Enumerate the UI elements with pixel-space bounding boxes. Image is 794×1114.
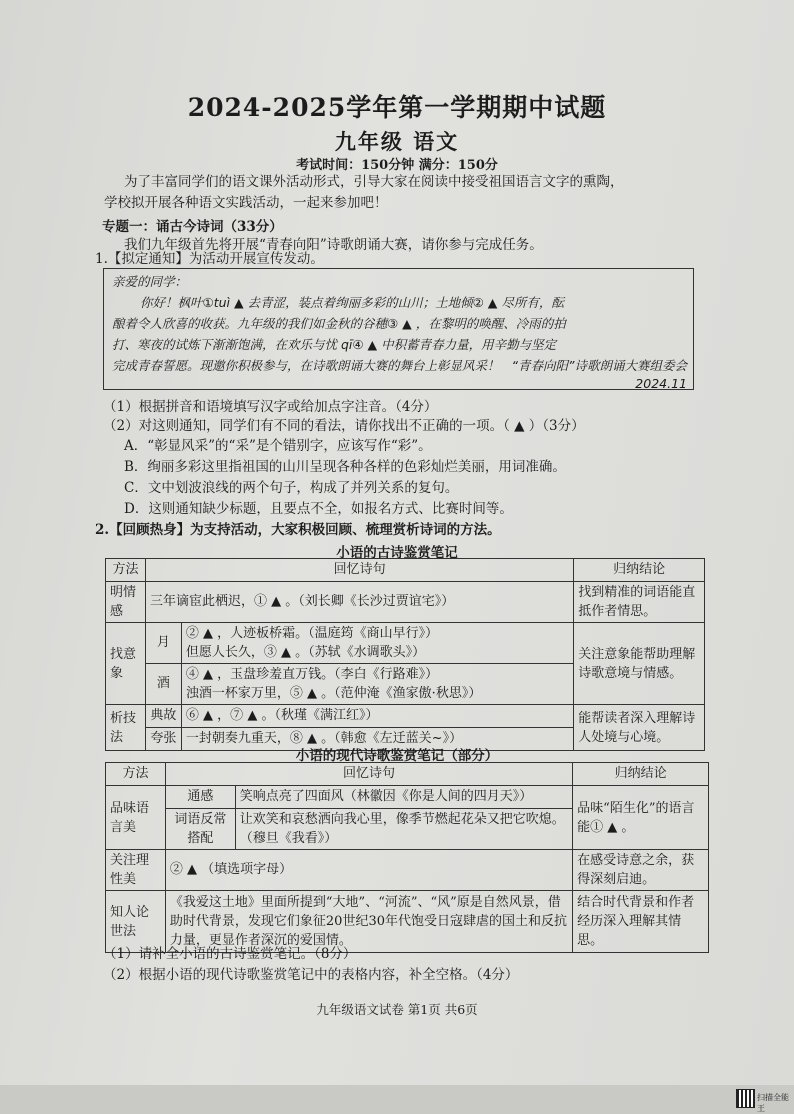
q1-sub1: （1）根据拼音和语境填写汉字或给加点字注音。（4分）	[103, 399, 438, 415]
table2-poem-2: 让欢笑和哀愁洒向我心里，像季节燃起花朵又把它吹熄。（穆旦《我看》）	[235, 809, 572, 850]
q2-title: 2.【回顾热身】为支持活动，大家积极回顾、梳理赏析诗词的方法。	[95, 522, 501, 538]
notice-line-4: 完成青春誓愿。现邀你积极参与，在诗歌朗诵大赛的舞台上彰显风采！	[112, 358, 500, 373]
table2-method-reason: 关注理性美	[106, 850, 166, 891]
exam-info: 考试时间：150分钟 满分：150分	[296, 158, 498, 173]
notice-signature: “青春向阳”诗歌朗诵大赛组委会	[511, 358, 687, 373]
q2-sub1: （1）请补全小语的古诗鉴赏笔记。（8分）	[103, 946, 357, 962]
table1-poem-7: 一封朝奏九重天，⑧ ▲ 。（韩愈《左迁蓝关~》）	[181, 728, 573, 751]
table2-header-conclusion: 归纳结论	[573, 763, 709, 786]
q1-option-a: A．“彰显风采”的“采”是个错别字，应该写作“彩”。	[124, 438, 432, 454]
table1-sub-moon: 月	[145, 623, 181, 664]
intro-line-2: 学校拟开展各种语文实践活动，一起来参加吧！	[104, 195, 388, 211]
table1-conclusion-2: 关注意象能帮助理解诗歌意境与情感。	[574, 623, 705, 705]
table2-poem-1: 笑响点亮了四面风（林徽因《你是人间的四月天》）	[235, 786, 572, 809]
table2-conclusion-2: 在感受诗意之余，获得深刻启迪。	[573, 850, 709, 891]
scanner-watermark: 扫描全能王	[757, 1093, 789, 1113]
modern-poem-table	[105, 762, 709, 953]
section-title: 专题一：诵古今诗词（33分）	[102, 219, 283, 235]
table1-poem-2: ② ▲ ，人迹板桥霜。（温庭筠《商山早行》）	[185, 626, 439, 641]
table1-caption: 小语的古诗鉴赏笔记	[336, 545, 458, 561]
ancient-poem-table	[105, 558, 705, 751]
q1-option-c: C．文中划波浪线的两个句子，构成了并列关系的复句。	[124, 480, 459, 496]
q1-title: 1.【拟定通知】为活动开展宣传发动。	[95, 251, 324, 267]
table1-poem-6: ⑥ ▲ ，⑦ ▲ 。（秋瑾《满江红》）	[181, 705, 573, 728]
page-footer: 九年级语文试卷 第1页 共6页	[316, 1002, 478, 1017]
notice-box	[103, 268, 694, 390]
table1-method-technique: 析技法	[106, 705, 146, 751]
notice-line-3: 打、寒夜的试炼下渐渐饱满，在欢乐与忧 qī④ ▲ 中积蓄青春力量，用辛勤与坚定	[112, 337, 557, 352]
table1-header-poem: 回忆诗句	[145, 559, 573, 582]
table2-caption: 小语的现代诗歌鉴赏笔记（部分）	[295, 748, 499, 764]
section-intro: 我们九年级首先将开展“青春向阳”诗歌朗诵大赛，请你参与完成任务。	[124, 237, 543, 253]
table2-conclusion-3: 结合时代背景和作者经历深入理解其情思。	[573, 891, 709, 953]
q1-option-b: B．绚丽多彩这里指祖国的山川呈现各种各样的色彩灿烂美丽，用词准确。	[124, 459, 566, 475]
table1-header-method: 方法	[106, 559, 146, 582]
table1-sub-wine: 酒	[145, 664, 181, 705]
table2-header-poem: 回忆诗句	[165, 763, 572, 786]
table1-sub-allusion: 典故	[145, 705, 181, 728]
q1-option-d: D．这则通知缺少标题，且要点不全，如报名方式、比赛时间等。	[124, 501, 513, 517]
table1-poem-4: ④ ▲ ，玉盘珍羞直万钱。（李白《行路难》）	[185, 667, 439, 682]
table2-method-context: 知人论世法	[106, 891, 166, 953]
notice-line-2: 酿着令人欣喜的收获。九年级的我们如金秋的谷穗③ ▲ ，在黎明的唤醒、冷雨的拍	[112, 316, 566, 331]
table1-poem-3: 但愿人长久，③ ▲ 。（苏轼《水调歌头》）	[185, 645, 426, 660]
notice-date: 2024.11	[635, 376, 687, 391]
table2-header-method: 方法	[106, 763, 166, 786]
qr-code-icon	[736, 1089, 755, 1108]
table1-conclusion-3: 能帮读者深入理解诗人处境与心境。	[574, 705, 705, 751]
table1-header-conclusion: 归纳结论	[574, 559, 705, 582]
intro-line-1: 为了丰富同学们的语文课外活动形式，引导大家在阅读中接受祖国语言文字的熏陶，	[124, 174, 624, 190]
table1-sub-exaggeration: 夸张	[145, 728, 181, 751]
table2-poem-4: 《我爱这土地》里面所提到“大地”、“河流”、“风”原是自然风景，借助时代背景，发现它们象征20世纪30年代饱受日寇肆虐的国土和反抗力量，更显作者深沉的爱国情。	[165, 891, 572, 953]
table2-conclusion-1: 品味“陌生化”的语言能① ▲ 。	[573, 786, 709, 850]
table1-poem-5: 浊酒一杯家万里，⑤ ▲ 。（范仲淹《渔家傲·秋思》）	[185, 686, 482, 701]
table2-poem-3: ② ▲ （填选项字母）	[165, 850, 572, 891]
table2-method-language: 品味语言美	[106, 786, 166, 850]
notice-greeting: 亲爱的同学：	[112, 274, 188, 289]
table1-conclusion-1: 找到精准的词语能直抵作者情思。	[574, 582, 705, 623]
table2-sub-synesthesia: 通感	[165, 786, 235, 809]
notice-line-1: 你好！枫叶①tuì ▲ 去青涩，装点着绚丽多彩的山川；土地倾② ▲ 尽所有，酝	[140, 295, 564, 310]
table1-method-imagery: 找意象	[106, 623, 146, 705]
page-subtitle: 九年级 语文	[334, 129, 460, 154]
table1-method-emotion: 明情感	[106, 582, 146, 623]
table1-poem-1: 三年谪宦此栖迟，① ▲ 。（刘长卿《长沙过贾谊宅》）	[145, 582, 573, 623]
page-title: 2024-2025学年第一学期期中试题	[187, 93, 607, 122]
table2-sub-collocation: 词语反常搭配	[165, 809, 235, 850]
q2-sub2: （2）根据小语的现代诗歌鉴赏笔记中的表格内容，补全空格。（4分）	[103, 967, 519, 983]
q1-sub2: （2）对这则通知，同学们有不同的看法，请你找出不正确的一项。（ ▲ ）（3分）	[103, 418, 585, 434]
